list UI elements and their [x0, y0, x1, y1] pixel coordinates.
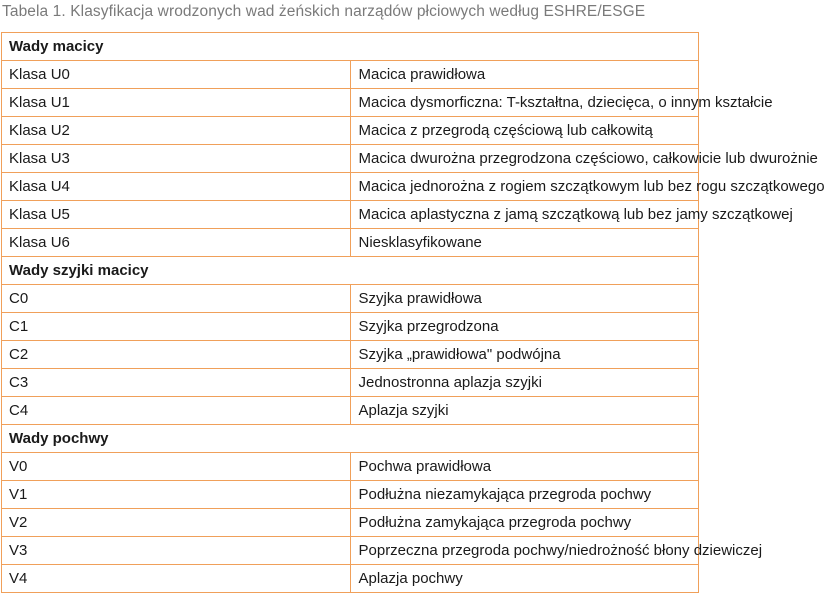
- table-row: [2, 509, 699, 537]
- class-description: Macica aplastyczna z jamą szczątkową lub bez jamy szczątkowej: [350, 201, 699, 229]
- class-code: C1: [2, 313, 351, 341]
- class-code: Klasa U4: [2, 173, 351, 201]
- class-description: Macica z przegrodą częściową lub całkowitą: [350, 117, 699, 145]
- table-caption: Tabela 1. Klasyfikacja wrodzonych wad żeńskich narządów płciowych według ESHRE/ESGE: [2, 3, 646, 20]
- table-row: [2, 537, 699, 565]
- class-code: C2: [2, 341, 351, 369]
- section-title: Wady szyjki macicy: [2, 257, 699, 285]
- class-code: C4: [2, 397, 351, 425]
- class-description: Niesklasyfikowane: [350, 229, 699, 257]
- table-row: [2, 173, 699, 201]
- table-row: [2, 313, 699, 341]
- table-row: [2, 565, 699, 593]
- class-code: Klasa U1: [2, 89, 351, 117]
- class-description: Jednostronna aplazja szyjki: [350, 369, 699, 397]
- classification-table: [1, 32, 825, 593]
- class-code: V1: [2, 481, 351, 509]
- class-description: Aplazja szyjki: [350, 397, 699, 425]
- table-row: [2, 481, 699, 509]
- class-description: Szyjka prawidłowa: [350, 285, 699, 313]
- table-row: [2, 201, 699, 229]
- table-row: [2, 369, 699, 397]
- class-description: Macica jednorożna z rogiem szczątkowym lub bez rogu szczątkowego: [350, 173, 699, 201]
- section-header-cervix: [2, 257, 699, 285]
- class-code: V2: [2, 509, 351, 537]
- class-code: V0: [2, 453, 351, 481]
- class-code: Klasa U0: [2, 61, 351, 89]
- table-row: [2, 285, 699, 313]
- class-code: Klasa U6: [2, 229, 351, 257]
- section-header-vagina: [2, 425, 699, 453]
- table-row: [2, 61, 699, 89]
- table-row: [2, 117, 699, 145]
- table-row: [2, 145, 699, 173]
- class-code: Klasa U3: [2, 145, 351, 173]
- class-description: Podłużna zamykająca przegroda pochwy: [350, 509, 699, 537]
- section-header-uterus: [2, 33, 699, 61]
- class-code: Klasa U2: [2, 117, 351, 145]
- class-code: Klasa U5: [2, 201, 351, 229]
- class-description: Szyjka „prawidłowa" podwójna: [350, 341, 699, 369]
- section-title: Wady macicy: [2, 33, 699, 61]
- class-description: Macica dwurożna przegrodzona częściowo, całkowicie lub dwurożnie: [350, 145, 699, 173]
- table-row: [2, 229, 699, 257]
- class-code: C3: [2, 369, 351, 397]
- class-description: Macica dysmorficzna: T-kształtna, dziecięca, o innym kształcie: [350, 89, 699, 117]
- class-description: Aplazja pochwy: [350, 565, 699, 593]
- table-row: [2, 341, 699, 369]
- table-row: [2, 397, 699, 425]
- class-code: V4: [2, 565, 351, 593]
- class-description: Pochwa prawidłowa: [350, 453, 699, 481]
- class-description: Poprzeczna przegroda pochwy/niedrożność błony dziewiczej: [350, 537, 699, 565]
- class-description: Szyjka przegrodzona: [350, 313, 699, 341]
- class-description: Podłużna niezamykająca przegroda pochwy: [350, 481, 699, 509]
- table-row: [2, 89, 699, 117]
- table-row: [2, 453, 699, 481]
- class-code: V3: [2, 537, 351, 565]
- class-code: C0: [2, 285, 351, 313]
- section-title: Wady pochwy: [2, 425, 699, 453]
- class-description: Macica prawidłowa: [350, 61, 699, 89]
